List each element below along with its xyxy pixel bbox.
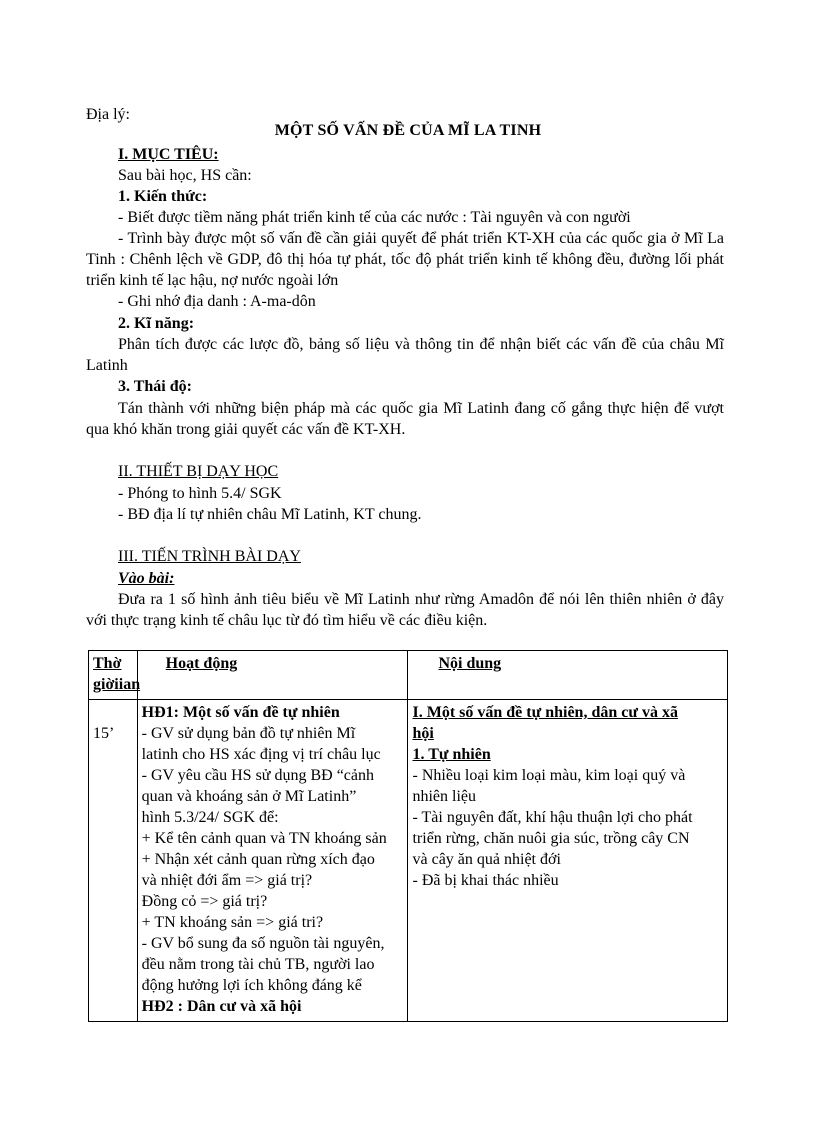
intro-heading: Vào bài: xyxy=(118,570,175,587)
content-title-line-2: hội xyxy=(412,725,434,742)
activity-line: - GV bổ sung đa số nguồn tài nguyên, xyxy=(141,935,385,952)
skill-heading: 2. Kĩ năng: xyxy=(118,315,195,332)
header-time-cell xyxy=(89,651,141,700)
section-3-heading: III. TIẾN TRÌNH BÀI DẠY xyxy=(118,548,301,565)
content-subheading: 1. Tự nhiên xyxy=(412,746,491,763)
content-line: nhiên liệu xyxy=(412,788,477,805)
content-title-line-1: I. Một số vấn đề tự nhiên, dân cư và xã xyxy=(412,704,678,721)
activity-line: + TN khoáng sản => giá tri? xyxy=(141,914,324,931)
content-line: - Tài nguyên đất, khí hậu thuận lợi cho phát xyxy=(412,809,693,826)
knowledge-item-1: - Biết được tiềm năng phát triển kinh tế của các nước : Tài nguyên và con người xyxy=(118,209,631,226)
equipment-item-2: - BĐ địa lí tự nhiên châu Mĩ Latinh, KT chung. xyxy=(118,506,422,523)
header-activity-cell xyxy=(137,651,408,700)
page-title: MỘT SỐ VẤN ĐỀ CỦA MĨ LA TINH xyxy=(274,122,542,139)
activity-line: đều nằm trong tài chủ TB, người lao xyxy=(141,956,375,973)
time-cell xyxy=(89,700,138,1022)
knowledge-item-2: - Trình bày được một số vấn đề cần giải quyết để phát triển KT-XH của các quốc gia ở Mĩ La Tinh : Chênh lệch về GDP, đô thị hóa tự phát, tốc độ phát triển kinh tế không đều, đường lối phát triển kinh tế lạc hậu, nợ nước ngoài lớn xyxy=(86,230,724,289)
attitude-heading: 3. Thái độ: xyxy=(118,378,192,395)
content-cell xyxy=(408,700,728,1022)
section-2-heading: II. THIẾT BỊ DẠY HỌC xyxy=(118,463,279,480)
activity-line: động hưởng lợi ích không đáng kể xyxy=(141,977,362,994)
lesson-table xyxy=(88,650,728,1022)
table-row xyxy=(89,700,728,1022)
activity-line: latinh cho HS xác địng vị trí châu lục xyxy=(141,746,381,763)
header-activity: Hoạt động xyxy=(165,655,238,672)
equipment-item-1: - Phóng to hình 5.4/ SGK xyxy=(118,485,282,502)
knowledge-item-3: - Ghi nhớ địa danh : A-ma-dôn xyxy=(118,293,316,310)
section-1-intro: Sau bài học, HS cần: xyxy=(118,167,252,184)
activity-line: quan và khoáng sản ở Mĩ Latinh” xyxy=(141,788,357,805)
section-1-heading: I. MỤC TIÊU: xyxy=(118,146,219,163)
content-line: - Nhiều loại kim loại màu, kim loại quý và xyxy=(412,767,686,784)
activity-line: - GV yêu cầu HS sử dụng BĐ “cảnh xyxy=(141,767,374,784)
time-value: 15’ xyxy=(93,725,115,742)
activity-line: + Nhận xét cảnh quan rừng xích đạo xyxy=(141,851,375,868)
activity-title: HĐ1: Một số vấn đề tự nhiên xyxy=(141,704,340,721)
skill-text: Phân tích được các lược đồ, bảng số liệu và thông tin để nhận biết các vấn đề của châu Mĩ Latinh xyxy=(86,336,724,374)
content-line: và cây ăn quả nhiệt đới xyxy=(412,851,561,868)
content-line: - Đã bị khai thác nhiều xyxy=(412,872,559,889)
activity-title-2: HĐ2 : Dân cư và xã hội xyxy=(141,998,302,1015)
activity-line: Đồng cỏ => giá trị? xyxy=(141,893,268,910)
activity-cell xyxy=(137,700,408,1022)
header-content: Nội dung xyxy=(438,655,502,672)
intro-text: Đưa ra 1 số hình ảnh tiêu biểu về Mĩ Latinh như rừng Amadôn để nói lên thiên nhiên ở đây với thực trạng kinh tế châu lục từ đó tìm hiểu về các điều kiện. xyxy=(86,591,724,629)
activity-line: và nhiệt đới ẩm => giá trị? xyxy=(141,872,313,889)
header-content-cell xyxy=(408,651,728,700)
header-time-line-2: giờiian xyxy=(93,676,141,693)
subject-label: Địa lý: xyxy=(86,106,130,123)
attitude-text: Tán thành với những biện pháp mà các quốc gia Mĩ Latinh đang cố gắng thực hiện để vượt qua khó khăn trong giải quyết các vấn đề KT-XH. xyxy=(86,400,724,438)
activity-line: + Kể tên cảnh quan và TN khoáng sản xyxy=(141,830,387,847)
activity-line: - GV sử dụng bản đồ tự nhiên Mĩ xyxy=(141,725,356,742)
activity-line: hình 5.3/24/ SGK để: xyxy=(141,809,279,826)
content-line: triển rừng, chăn nuôi gia súc, trồng cây CN xyxy=(412,830,690,847)
header-time-line-1: Thờ xyxy=(93,655,122,672)
table-header-row xyxy=(89,651,728,700)
knowledge-heading: 1. Kiến thức: xyxy=(118,188,208,205)
